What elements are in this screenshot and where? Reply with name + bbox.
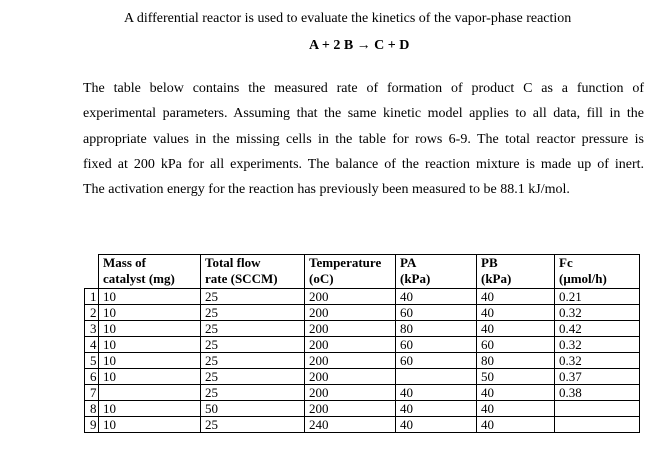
pb-cell: 40 <box>477 321 555 337</box>
flow-cell: 50 <box>201 401 305 417</box>
table-row <box>85 401 640 417</box>
pa-cell <box>396 369 477 385</box>
table-header-row <box>85 255 640 289</box>
pb-cell: 80 <box>477 353 555 369</box>
pb-cell: 40 <box>477 385 555 401</box>
table-row <box>85 321 640 337</box>
mass-cell: 10 <box>99 321 201 337</box>
header-flow-rate: Total flow rate (SCCM) <box>201 255 305 289</box>
row-index: 1 <box>85 289 99 305</box>
pa-cell: 40 <box>396 417 477 433</box>
pb-cell: 40 <box>477 401 555 417</box>
header-index-cell <box>85 255 99 289</box>
table-row <box>85 289 640 305</box>
fc-cell: 0.21 <box>555 289 640 305</box>
flow-cell: 25 <box>201 321 305 337</box>
pa-cell: 60 <box>396 337 477 353</box>
fc-cell: 0.37 <box>555 369 640 385</box>
pa-cell: 60 <box>396 305 477 321</box>
row-index: 6 <box>85 369 99 385</box>
pa-cell: 40 <box>396 401 477 417</box>
temperature-cell: 200 <box>305 321 396 337</box>
data-table <box>84 254 640 433</box>
pb-cell: 40 <box>477 305 555 321</box>
temperature-cell: 200 <box>305 353 396 369</box>
flow-cell: 25 <box>201 385 305 401</box>
pb-cell: 40 <box>477 417 555 433</box>
pa-cell: 60 <box>396 353 477 369</box>
table-row <box>85 353 640 369</box>
header-pb: PB (kPa) <box>477 255 555 289</box>
temperature-cell: 200 <box>305 337 396 353</box>
table-row <box>85 417 640 433</box>
mass-cell: 10 <box>99 401 201 417</box>
row-index: 2 <box>85 305 99 321</box>
mass-cell: 10 <box>99 337 201 353</box>
row-index: 3 <box>85 321 99 337</box>
mass-cell: 10 <box>99 417 201 433</box>
paragraph-line: fixed at 200 kPa for all experiments. The balance of the reaction mixture is made up of inert. <box>83 156 644 172</box>
flow-cell: 25 <box>201 289 305 305</box>
reaction-equation: A + 2 B → C + D <box>309 38 410 53</box>
flow-cell: 25 <box>201 305 305 321</box>
table-row <box>85 369 640 385</box>
fc-cell: 0.32 <box>555 353 640 369</box>
flow-cell: 25 <box>201 417 305 433</box>
mass-cell: 10 <box>99 305 201 321</box>
mass-cell: 10 <box>99 369 201 385</box>
mass-cell <box>99 385 201 401</box>
row-index: 9 <box>85 417 99 433</box>
fc-cell: 0.32 <box>555 305 640 321</box>
temperature-cell: 240 <box>305 417 396 433</box>
mass-cell: 10 <box>99 289 201 305</box>
paragraph-line: The table below contains the measured rate of formation of product C as a function of <box>83 81 644 96</box>
table-row <box>85 385 640 401</box>
header-mass: Mass of catalyst (mg) <box>99 255 201 289</box>
pa-cell: 80 <box>396 321 477 337</box>
pb-cell: 40 <box>477 289 555 305</box>
pa-cell: 40 <box>396 385 477 401</box>
header-pa: PA (kPa) <box>396 255 477 289</box>
fc-cell: 0.42 <box>555 321 640 337</box>
temperature-cell: 200 <box>305 305 396 321</box>
pa-cell: 40 <box>396 289 477 305</box>
paragraph-line: The activation energy for the reaction has previously been measured to be 88.1 kJ/mol. <box>83 182 570 198</box>
pb-cell: 50 <box>477 369 555 385</box>
row-index: 8 <box>85 401 99 417</box>
fc-cell: 0.38 <box>555 385 640 401</box>
mass-cell: 10 <box>99 353 201 369</box>
fc-cell: 0.32 <box>555 337 640 353</box>
row-index: 4 <box>85 337 99 353</box>
pb-cell: 60 <box>477 337 555 353</box>
temperature-cell: 200 <box>305 401 396 417</box>
intro-line: A differential reactor is used to evaluate the kinetics of the vapor-phase reaction <box>124 11 572 26</box>
temperature-cell: 200 <box>305 369 396 385</box>
table-row <box>85 337 640 353</box>
table-row <box>85 305 640 321</box>
flow-cell: 25 <box>201 369 305 385</box>
row-index: 5 <box>85 353 99 369</box>
fc-cell <box>555 401 640 417</box>
flow-cell: 25 <box>201 353 305 369</box>
paragraph-line: experimental parameters. Assuming that the same kinetic model applies to all data, fill in the <box>83 106 644 122</box>
temperature-cell: 200 <box>305 289 396 305</box>
paragraph-line: appropriate values in the missing cells in the table for rows 6-9. The total reactor pressure is <box>83 131 644 147</box>
row-index: 7 <box>85 385 99 401</box>
temperature-cell: 200 <box>305 385 396 401</box>
header-temperature: Temperature (oC) <box>305 255 396 289</box>
header-fc: Fc (μmol/h) <box>555 255 640 289</box>
fc-cell <box>555 417 640 433</box>
problem-paragraph <box>83 76 644 202</box>
flow-cell: 25 <box>201 337 305 353</box>
